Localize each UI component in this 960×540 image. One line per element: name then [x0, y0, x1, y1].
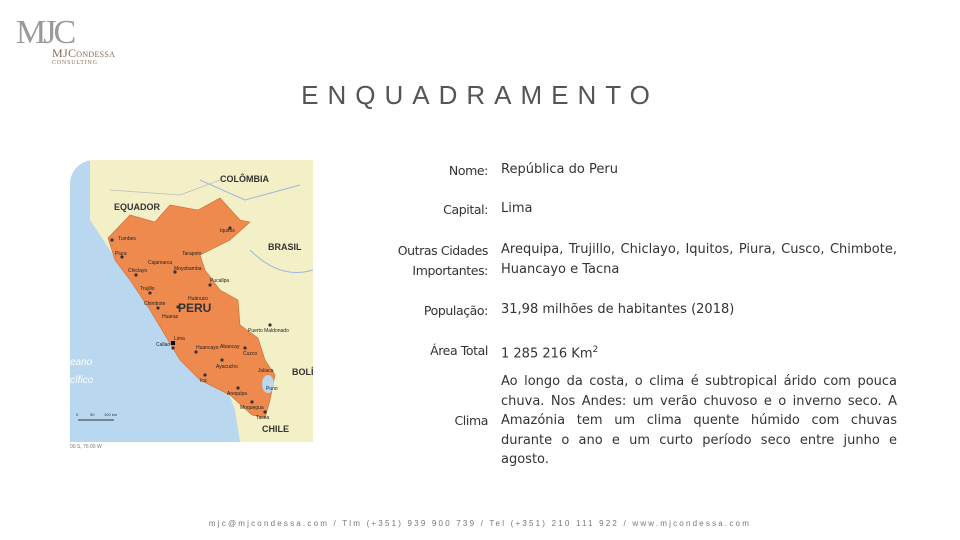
city-chimbote: Chimbote	[144, 301, 166, 307]
area-superscript: 2	[592, 345, 599, 355]
label-ocean-1: eano	[70, 357, 93, 368]
slide-title: ENQUADRAMENTO	[301, 80, 659, 110]
city-pucallpa: Pucallpa	[210, 278, 230, 284]
label-area-total: Área Total	[430, 343, 488, 358]
city-tumbes: Tumbes	[118, 236, 136, 242]
city-trujillo: Trujillo	[140, 286, 155, 292]
label-ocean-2: cífico	[70, 375, 94, 386]
scale-100: 100 km	[104, 412, 118, 417]
peru-map	[70, 160, 313, 442]
label-colombia: COLÔMBIA	[220, 174, 269, 184]
value-outras-cidades: Arequipa, Trujillo, Chiclayo, Iquitos, Piura, Cusco, Chimbote, Huancayo e Tacna	[501, 242, 897, 277]
label-bolivia: BOLÍ	[292, 367, 313, 377]
label-brasil: BRASIL	[268, 242, 302, 252]
city-huanuco: Huánuco	[188, 296, 209, 302]
label-populacao: População:	[423, 303, 488, 318]
scale-50: 50	[90, 412, 95, 417]
city-arequipa: Arequipa	[227, 391, 248, 397]
label-peru: PERU	[178, 301, 212, 315]
value-nome: República do Peru	[501, 162, 618, 177]
label-equador: EQUADOR	[114, 202, 161, 212]
logo-subtitle: CONSULTING	[52, 60, 98, 66]
city-puerto-maldonado: Puerto Maldonado	[248, 328, 289, 334]
area-value: 1 285 216 Km	[501, 346, 593, 362]
value-area-total	[501, 340, 598, 364]
label-importantes: Importantes:	[412, 263, 488, 278]
value-populacao: 31,98 milhões de habitantes (2018)	[501, 302, 735, 317]
value-clima: Ao longo da costa, o clima é subtropical árido com pouca chuva. Nos Andes: um verão chuvoso e o inverno seco. A Amazónia tem um clima quente húmido com chuvas durante o ano e um curto período seco entre junho e agosto.	[501, 374, 897, 468]
city-abancay: Abancay	[220, 344, 240, 350]
city-cuzco: Cuzco	[243, 351, 258, 357]
label-chile: CHILE	[262, 424, 289, 434]
map-caption: 00 S, 76 00 W	[70, 444, 102, 450]
company-logo	[16, 16, 126, 72]
city-moquegua: Moquegua	[240, 405, 264, 411]
logo-name: MJCondessa	[52, 46, 116, 60]
label-capital: Capital:	[443, 202, 488, 217]
label-outras-cidades: Outras Cidades	[397, 243, 488, 258]
city-lima: Lima	[174, 336, 185, 342]
city-ayacucho: Ayacucho	[216, 364, 238, 370]
value-capital: Lima	[501, 201, 533, 216]
city-tacna: Tacna	[256, 415, 270, 421]
city-chiclayo: Chiclayo	[128, 268, 148, 274]
city-iquitos: Iquitos	[220, 228, 235, 234]
city-moyobamba: Moyobamba	[174, 266, 202, 272]
city-puno: Puno	[266, 386, 278, 392]
city-huaraz: Huaraz	[162, 314, 179, 320]
city-tarapoto: Tarapoto	[182, 251, 202, 257]
city-juliaca: Juliaca	[258, 368, 274, 374]
city-huancayo: Huancayo	[196, 345, 219, 351]
scale-0: 0	[76, 412, 79, 417]
footer-contacts: mjc@mjcondessa.com / Tlm (+351) 939 900 739 / Tel (+351) 210 111 922 / www.mjcondessa.com	[208, 519, 752, 528]
label-clima: Clima	[454, 413, 488, 428]
city-callao: Callao	[156, 342, 171, 348]
city-ica: Ica	[200, 378, 207, 384]
city-cajamarca: Cajamarca	[148, 260, 173, 266]
logo-mark: MJC	[16, 14, 74, 51]
label-nome: Nome:	[448, 163, 488, 178]
city-piura: Piura	[115, 251, 127, 257]
